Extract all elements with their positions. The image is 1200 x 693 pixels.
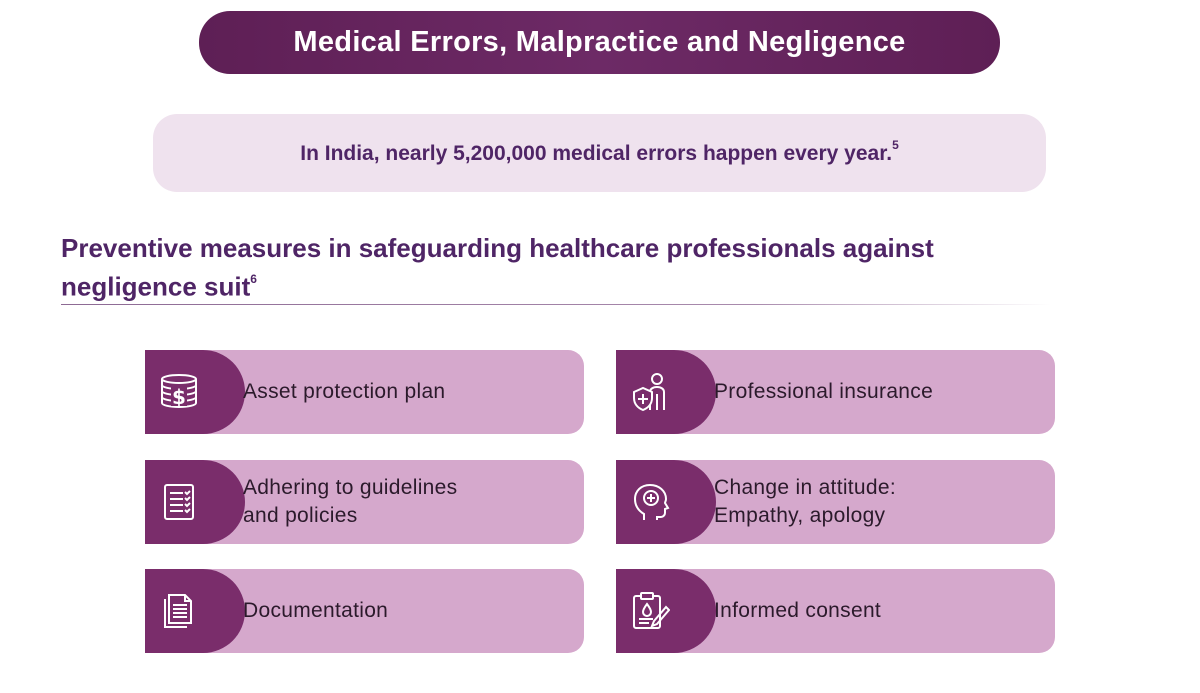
section-heading [61, 231, 1071, 304]
card-label [714, 460, 1035, 544]
card-icon-box [616, 350, 716, 434]
card-change-attitude [616, 460, 1055, 544]
card-professional-insurance [616, 350, 1055, 434]
statistic-text-body: In India, nearly 5,200,000 medical errors happen every year. [300, 141, 893, 165]
card-documentation [145, 569, 584, 653]
checklist-icon [159, 482, 199, 522]
card-icon-box [145, 460, 245, 544]
statistic-reference: 5 [892, 137, 899, 152]
card-icon-box [616, 460, 716, 544]
card-icon-box [145, 350, 245, 434]
card-label-line: Empathy, apology [714, 504, 886, 527]
card-label [243, 569, 564, 653]
card-label [243, 460, 564, 544]
card-label [243, 350, 564, 434]
card-guidelines [145, 460, 584, 544]
heading-line-2: negligence suit [61, 271, 251, 302]
clipboard-consent-icon [630, 591, 670, 631]
card-label [714, 350, 1035, 434]
statistic-text [300, 137, 899, 166]
person-shield-icon [630, 372, 670, 412]
banner-title: Medical Errors, Malpractice and Negligence [293, 26, 906, 58]
coins-dollar-icon [159, 372, 199, 412]
card-label [714, 569, 1035, 653]
documents-icon [159, 591, 199, 631]
section-divider [61, 304, 1051, 305]
card-icon-box [616, 569, 716, 653]
statistic-box [153, 114, 1046, 192]
card-label-line: Informed consent [714, 599, 882, 622]
card-label-line: Professional insurance [714, 380, 934, 403]
card-asset-protection [145, 350, 584, 434]
title-banner [199, 11, 1000, 74]
head-plus-icon [630, 482, 670, 522]
card-label-line: and policies [243, 504, 358, 527]
card-label-line: Change in attitude: [714, 476, 896, 499]
card-label-line: Adhering to guidelines [243, 476, 458, 499]
card-informed-consent [616, 569, 1055, 653]
card-label-line: Asset protection plan [243, 380, 446, 403]
heading-line-1: Preventive measures in safeguarding healthcare professionals against [61, 233, 934, 263]
card-label-line: Documentation [243, 599, 389, 622]
svg-text:$: $ [172, 385, 186, 409]
heading-reference: 6 [250, 272, 257, 286]
card-icon-box [145, 569, 245, 653]
